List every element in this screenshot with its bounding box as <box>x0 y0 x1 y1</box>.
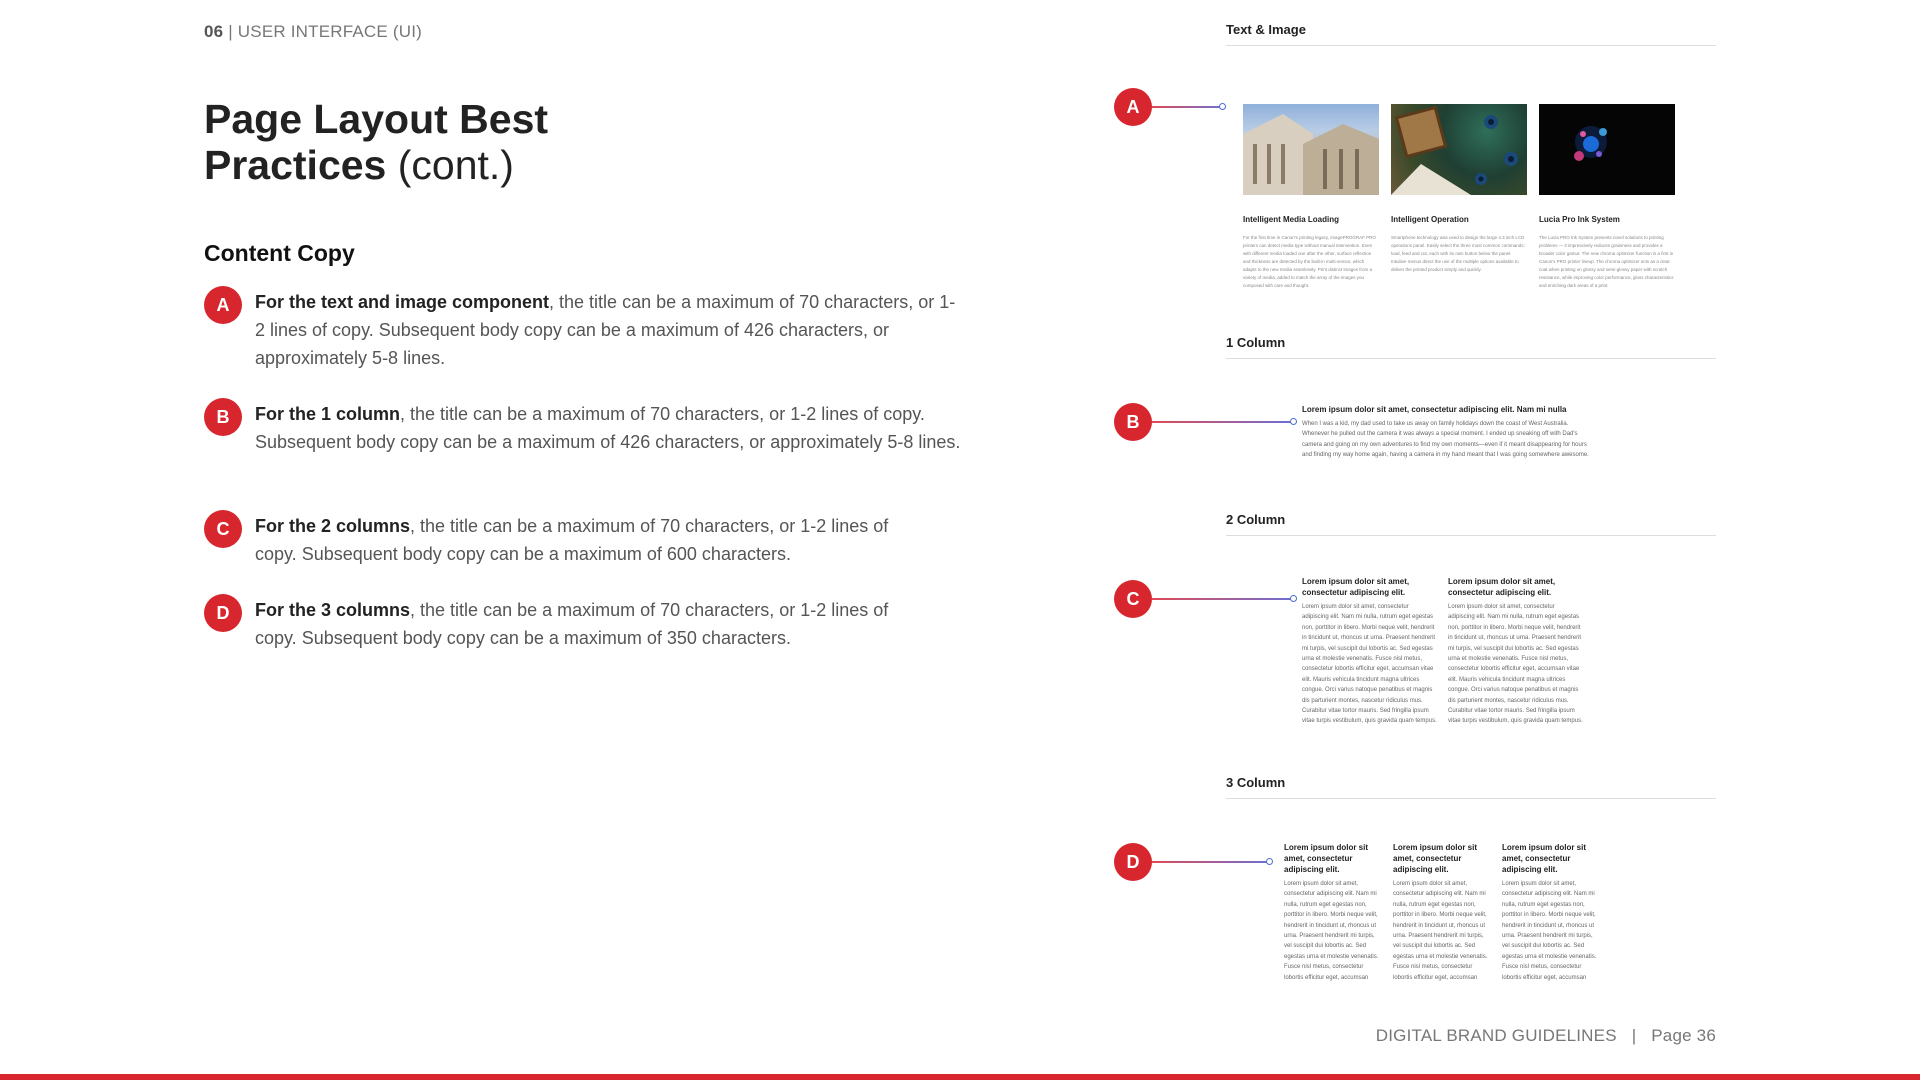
card-body: For the first time in Canon's printing legacy, imagePROGRAF PRO printers can detect media type without manual intervention. Even with different media loaded one after the other, surface reflection and thickness are detected by the built-in multi-sensor, which adapts to the new media seamlessly. Print distinct images from a variety of media, added to match the array of the images you composed with care and thought. <box>1243 235 1376 288</box>
guideline-item-d <box>204 596 964 652</box>
one-column-body: When I was a kid, my dad used to take us away on family holidays down the coast of West Australia. Whenever he pulled out the camera it was always a special moment. I ended up sneaking off with Dad's camera and going on my own adventures to find my own moments—even if it meant disappearing for hours and finding my way home again, having a camera in my hand meant that I was going somewhere awesome. <box>1302 421 1589 459</box>
section-label-3-column: 3 Column <box>1226 775 1716 799</box>
guideline-item-a <box>204 288 964 372</box>
column-body: Lorem ipsum dolor sit amet, consectetur adipiscing elit. Nam mi nulla, rutrum eget egestas non, porttitor in libero. Morbi neque velit, hendrerit in tincidunt ut, rhoncus ut urna. Praesent hendrerit mi turpis, vel suscipit dui lobortis ac. Sed egestas urna et molestie venenatis. Fusce nisl metus, consectetur lobortis efficitur eget, accumsan vitae elit. Mauris vehicula tincidunt magna ultrices congue. Orci varius natoque penatibus et magnis dis parturient montes, nascetur ridiculus mus. Curabitur vitae tortor mauris. Sed fringilla ipsum vitae turpis vestibulum, quis gravida quam tempus. <box>1302 604 1437 725</box>
one-column-example <box>1302 404 1592 461</box>
section-subtitle: Content Copy <box>204 240 355 266</box>
card-body: Smartphone technology was used to design the large 4.3 inch LCD operations panel. Easily select the three most common commands: load, feed and cut, each with its own button below the panel. Intuitive menus direct the use of the multiple options available to deliver the printed product simply and quickly. <box>1391 235 1525 272</box>
two-column-example-2 <box>1448 576 1583 727</box>
section-number: 06 <box>204 22 224 41</box>
guideline-text: For the text and image component, the title can be a maximum of 70 characters, or 1-2 lines of copy. Subsequent body copy can be a maximum of 426 characters, or approximately 5-8 lines. <box>255 292 956 368</box>
section-label-1-column: 1 Column <box>1226 335 1716 359</box>
footer-doc-title: DIGITAL BRAND GUIDELINES <box>1375 1026 1617 1045</box>
footer-accent-bar <box>0 1074 1920 1080</box>
guideline-item-c <box>204 512 964 568</box>
guideline-text: For the 2 columns, the title can be a maximum of 70 characters, or 1-2 lines of copy. Subsequent body copy can be a maximum of 600 characters. <box>255 516 889 564</box>
card-title: Intelligent Operation <box>1391 215 1469 224</box>
badge-a-right: A <box>1114 88 1152 126</box>
card-body: The Lucia PRO Ink System presents novel solutions to printing problems — it impressively reduces graininess and provides a broader color gamut. The new chroma optimizer function is a first in Canon's PRO printer lineup. The chroma optimizer acts as a clear coat when printing on glossy and semi-glossy paper with scratch resistance, while improving color performance, gloss characteristics and enriching dark areas of a print. <box>1539 235 1674 288</box>
badge-d: D <box>204 594 242 632</box>
badge-d-right: D <box>1114 843 1152 881</box>
column-body: Lorem ipsum dolor sit amet, consectetur adipiscing elit. Nam mi nulla, rutrum eget egestas non, porttitor in libero. Morbi neque velit, hendrerit in tincidunt ut, rhoncus ut urna. Praesent hendrerit mi turpis, vel suscipit dui lobortis ac. Sed egestas urna et molestie venenatis. Fusce nisl metus, consectetur lobortis efficitur eget, accumsan <box>1502 881 1597 981</box>
ink-droplets-image <box>1539 104 1675 195</box>
connector-dot-d <box>1266 858 1273 865</box>
example-card-3 <box>1539 104 1675 290</box>
guideline-item-b <box>204 400 964 456</box>
connector-line-b <box>1152 421 1292 423</box>
badge-b-right: B <box>1114 403 1152 441</box>
column-body: Lorem ipsum dolor sit amet, consectetur adipiscing elit. Nam mi nulla, rutrum eget egestas non, porttitor in libero. Morbi neque velit, hendrerit in tincidunt ut, rhoncus ut urna. Praesent hendrerit mi turpis, vel suscipit dui lobortis ac. Sed egestas urna et molestie venenatis. Fusce nisl metus, consectetur lobortis efficitur eget, accumsan <box>1284 881 1379 981</box>
ink-illustration <box>1539 104 1675 195</box>
three-column-example-2 <box>1393 842 1493 983</box>
example-card-2 <box>1391 104 1527 274</box>
card-title: Intelligent Media Loading <box>1243 215 1339 224</box>
connector-line-a <box>1152 106 1222 108</box>
badge-c: C <box>204 510 242 548</box>
page-title-light: (cont.) <box>397 142 514 188</box>
page-title-bold: Page Layout Best Practices <box>204 96 549 188</box>
one-column-title: Lorem ipsum dolor sit amet, consectetur adipiscing elit. Nam mi nulla <box>1302 405 1567 414</box>
column-body: Lorem ipsum dolor sit amet, consectetur adipiscing elit. Nam mi nulla, rutrum eget egestas non, porttitor in libero. Morbi neque velit, hendrerit in tincidunt ut, rhoncus ut urna. Praesent hendrerit mi turpis, vel suscipit dui lobortis ac. Sed egestas urna et molestie venenatis. Fusce nisl metus, consectetur lobortis efficitur eget, accumsan vitae elit. Mauris vehicula tincidunt magna ultrices congue. Orci varius natoque penatibus et magnis dis parturient montes, nascetur ridiculus mus. Curabitur vitae tortor mauris. Sed fringilla ipsum vitae turpis vestibulum, quis gravida quam tempus. <box>1448 604 1583 725</box>
connector-dot-c <box>1290 595 1297 602</box>
section-eyebrow: 06 | USER INTERFACE (UI) <box>204 22 422 41</box>
connector-dot-a <box>1219 103 1226 110</box>
card-title: Lucia Pro Ink System <box>1539 215 1620 224</box>
section-name: USER INTERFACE (UI) <box>237 22 422 41</box>
section-label-2-column: 2 Column <box>1226 512 1716 536</box>
column-title: Lorem ipsum dolor sit amet, consectetur adipiscing elit. <box>1302 577 1410 597</box>
connector-line-d <box>1152 861 1268 863</box>
column-title: Lorem ipsum dolor sit amet, consectetur adipiscing elit. <box>1284 843 1369 874</box>
page-footer <box>1376 1026 1716 1046</box>
three-column-example-3 <box>1502 842 1602 983</box>
cathedral-image <box>1243 104 1379 195</box>
connector-line-c <box>1152 598 1292 600</box>
section-label-text-image: Text & Image <box>1226 22 1716 46</box>
cathedral-illustration <box>1243 104 1379 195</box>
peacock-feather-image <box>1391 104 1527 195</box>
column-body: Lorem ipsum dolor sit amet, consectetur adipiscing elit. Nam mi nulla, rutrum eget egestas non, porttitor in libero. Morbi neque velit, hendrerit in tincidunt ut, rhoncus ut urna. Praesent hendrerit mi turpis, vel suscipit dui lobortis ac. Sed egestas urna et molestie venenatis. Fusce nisl metus, consectetur lobortis efficitur eget, accumsan <box>1393 881 1488 981</box>
guideline-text: For the 1 column, the title can be a maximum of 70 characters, or 1-2 lines of copy. Subsequent body copy can be a maximum of 426 characters, or approximately 5-8 lines. <box>255 404 961 452</box>
badge-c-right: C <box>1114 580 1152 618</box>
page-title <box>204 96 604 188</box>
two-column-example-1 <box>1302 576 1437 727</box>
column-title: Lorem ipsum dolor sit amet, consectetur adipiscing elit. <box>1502 843 1587 874</box>
column-title: Lorem ipsum dolor sit amet, consectetur adipiscing elit. <box>1393 843 1478 874</box>
column-title: Lorem ipsum dolor sit amet, consectetur adipiscing elit. <box>1448 577 1556 597</box>
peacock-illustration <box>1391 104 1527 195</box>
example-card-1 <box>1243 104 1379 290</box>
badge-b: B <box>204 398 242 436</box>
three-column-example-1 <box>1284 842 1384 983</box>
guideline-text: For the 3 columns, the title can be a maximum of 70 characters, or 1-2 lines of copy. Subsequent body copy can be a maximum of 350 characters. <box>255 600 889 648</box>
connector-dot-b <box>1290 418 1297 425</box>
footer-separator: | <box>1631 1026 1637 1045</box>
badge-a: A <box>204 286 242 324</box>
footer-page-number: Page 36 <box>1651 1026 1716 1045</box>
